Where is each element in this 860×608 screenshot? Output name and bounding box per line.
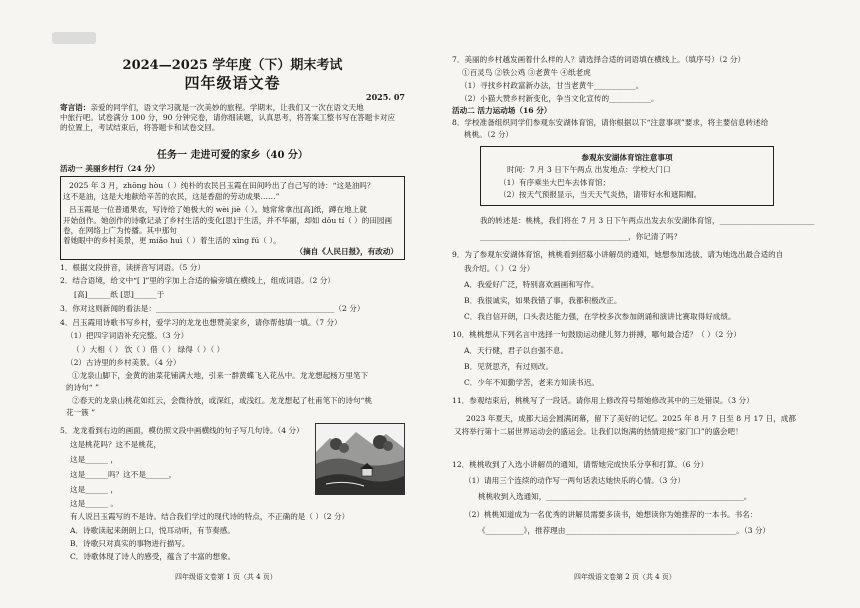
question-7-1[interactable]: （1）寻找乡村政富新办法，甘当老黄牛___________。: [460, 81, 644, 90]
question-4: 4．吕玉霞用诗歌书写乡村，爱学习的龙龙也想赞美家乡，请你帮他填一填。（7 分）: [60, 318, 342, 327]
task-1-heading: 任务一 走进可爱的家乡（40 分）: [157, 150, 308, 161]
question-3: 3．你对这则新闻的看法是：_______________________________________________（2 分）: [60, 304, 365, 313]
question-3-answer-line[interactable]: _______________________________________________: [155, 304, 335, 313]
activity-2-heading: 活动二 活力运动场（16 分）: [452, 106, 552, 115]
question-5-line-2[interactable]: 这是______ ，: [70, 455, 118, 464]
question-7-2[interactable]: （2）小猫大赞乡村新变化，争当文化宣传的___________。: [460, 94, 659, 103]
question-4-b: ②春天的龙泉山桃花如红云，会微待放，或深红，或浅红。龙龙想起了杜甫笔下的诗句“桃: [72, 396, 373, 405]
question-2-blanks[interactable]: [高]______纸 [思]______于: [74, 290, 165, 299]
question-10-option-a[interactable]: A．天行健，君子以自强不息。: [464, 346, 569, 355]
question-10: 10．桃桃想从下列名言中选择一句鼓励运动健儿努力拼搏，哪句最合适？（ ）（2 分）: [452, 330, 741, 339]
activity-1-heading: 活动一 美丽乡村行（24 分）: [60, 164, 160, 173]
notice-line-2: （1）有序乘坐大巴车去体育馆；: [499, 178, 611, 187]
question-6-option-c[interactable]: C．诗歌体现了诗人的感受，蕴含了丰富的想象。: [70, 552, 236, 561]
question-6-option-b[interactable]: B．诗歌只对真实的事物进行描写。: [70, 539, 190, 548]
question-11-line-2: 又将举行第十二届世界运动会的盛运会。让我们以饱满的热情迎接“家门口”的盛会吧！: [454, 427, 743, 436]
question-1: 1．根据文段拼音，读拼音写词语。（5 分）: [60, 263, 205, 272]
notice-title: 参观东安湖体育馆注意事项: [581, 153, 673, 162]
notice-line-3: （2）按天气预报显示，当天天气炎热，请带好水和遮阳帽。: [499, 190, 702, 199]
question-8-b: 桃桃。（2 分）: [464, 130, 514, 139]
exam-date: 2025. 07: [366, 92, 405, 102]
passage-line-3: 吕玉霞是一位普通果农，写诗给了她极大的 wèi jiè（ ）。她常常拿出[高]纸，蹲在地上就: [69, 205, 367, 214]
question-5-line-4[interactable]: 这是______ ，: [70, 485, 118, 494]
question-8-answer-2[interactable]: _______________________________________，你记清了吗？: [480, 232, 682, 241]
question-11-line-1: 2023 年夏天，成都大运会圆满闭幕，留下了美好的记忆。2025 年 8 月 7 日至 8 月 17 日，成都: [466, 414, 796, 423]
question-12-2: （2）桃桃知道成为一名优秀的讲解员需要多读书，她想读你为她推荐的一本书。书名：: [464, 510, 758, 519]
question-9: 9．为了参观东安湖体育馆，桃桃看到招募小讲解员的通知，她想参加选拔，请为她选出最合适的自: [452, 250, 784, 259]
question-7: 7．美丽的乡村越发画着什么样的人？请选择合适的词语填在横线上。（填序号）（2 分）: [452, 55, 746, 64]
left-page: [60, 0, 405, 608]
passage-line-2: 这不是油，这是大地献给辛苦的农民，这是香甜的劳动成果……”: [63, 192, 280, 201]
question-12-1: （1）请用三个连续的动作写一两句话表达她快乐的心情。（3 分）: [464, 476, 685, 485]
intro-line-3: 的位置上，考试结束后，将答题卡和试卷交回。: [60, 123, 220, 132]
question-8-answer-1[interactable]: 我的转述是：桃桃，我们将在 7 月 3 日下午两点出发去东安湖体育馆，_________________________: [480, 216, 815, 225]
question-5-line-5[interactable]: 这是______ 。: [70, 499, 118, 508]
village-landscape-image: [315, 423, 405, 495]
question-11: 11．参观结束后，桃桃写了一段话。请你用上修改符号帮她修改其中的三处错误。（3 分）: [452, 396, 754, 405]
question-8: 8．学校准备组织同学们参观东安湖体育馆，请你根据以下“注意事项”要求，将主要信息转述给: [452, 118, 769, 127]
page-2-footer: 四年级语文卷第 2 页（共 4 页）: [574, 573, 676, 581]
passage-line-5: 着她眼中的乡村美景，更 miǎo huì（ ）着生活的 xìng fú（ ）。: [63, 236, 281, 245]
page-1-footer: 四年级语文卷第 1 页（共 4 页）: [175, 573, 277, 581]
question-2: 2．结合语境，给文中“[ ]”里的字加上合适的偏旁填在横线上，组成词语。（2 分）: [60, 276, 335, 285]
landscape-illustration: [316, 424, 404, 494]
news-passage-box: [60, 176, 405, 260]
intro-label: 寄言语：: [60, 103, 91, 112]
intro-line-1: 寄言语：亲爱的同学们，语文学习就是一次美妙的旅程。学期末，让我们又一次在语文天地: [60, 103, 364, 112]
question-4-a: ①龙泉山脚下，金黄的油菜花铺满大地，引来一群黄蝶飞入花丛中。龙龙想起杨万里笔下: [72, 371, 369, 380]
question-9-option-c[interactable]: C．我自信开朗，口头表达能力强，在学校多次参加朗诵和演讲比赛取得好成绩。: [464, 312, 736, 321]
passage-line-4: 开始创作。她创作的诗歌记录了乡村生活的变化[思]于生活，并不华丽，却如 dǒu tí（ ）的田园画卷，在网络上广为传播。其中那句: [63, 216, 393, 235]
question-4-1: （1）把四字词语补充完整。（3 分）: [66, 331, 189, 340]
passage-source: （摘自《人民日报》，有改动）: [295, 247, 398, 256]
intro-line-2: 中旅行吧。试卷满分 100 分，90 分钟完卷，请你细读题，认真思考，将答案工整书写在答题卡对应: [60, 113, 396, 122]
exam-title: 2024—2025 学年度（下）期末考试: [122, 58, 343, 73]
question-4-b-blank[interactable]: 花一簇 ”: [66, 408, 96, 417]
question-4-a-blank[interactable]: 的诗句“ ”: [66, 383, 99, 392]
question-7-options: ①百灵鸟 ②铁公鸡 ③老黄牛 ④纸老虎: [462, 68, 591, 77]
question-10-option-c[interactable]: C．少年不知勤学苦，老来方知读书迟。: [464, 378, 599, 387]
question-12-2-answer[interactable]: 《__________》，推荐理由_____________________________________________。（3 分）: [478, 526, 771, 535]
question-5-line-1: 这是桃花吗？这不是桃花，: [70, 440, 162, 449]
question-9-option-a[interactable]: A．我爱好广泛，特别喜欢画画和写作。: [464, 280, 599, 289]
notice-line-1: 时间：7 月 3 日下午两点 出发地点：学校大门口: [507, 165, 671, 174]
question-11-paragraph: [452, 410, 808, 440]
notice-box: [480, 146, 774, 206]
passage-line-1: 2025 年 3 月，zhōng hòu（ ）纯朴的农民吕玉霞在田间吟出了自己写的诗：“这是油吗？: [69, 181, 375, 190]
question-4-2: （2）古诗里的乡村美景。（4 分）: [66, 358, 181, 367]
question-10-option-b[interactable]: B．见贤思齐，有过则改。: [464, 362, 554, 371]
question-12: 12．桃桃收到了入选小讲解员的通知，请帮她完成快乐分享和打算。（6 分）: [452, 460, 709, 469]
question-9-option-b[interactable]: B．我很诚实，如果我错了事，我都积极改正。: [464, 296, 622, 305]
question-5-line-3[interactable]: 这是______吗？这不是______，: [70, 470, 177, 479]
question-4-words[interactable]: （ ）大相（ ） 饮（ ）借（ ） 绿得（ ）（ ）: [72, 345, 225, 354]
question-5: 5．龙龙看到右边的画面，模仿照文段中画横线的句子写几句诗。（4 分）: [60, 426, 304, 435]
exam-subtitle: 四年级语文卷: [184, 74, 281, 92]
right-page: [452, 0, 815, 608]
question-9-b: 我介绍。（ ）（2 分）: [464, 264, 535, 273]
question-12-1-answer[interactable]: 桃桃收到入选通知，____________________________________________________。: [478, 492, 752, 501]
question-6: 有人说吕玉霞写的不是诗。结合我们学过的现代诗的特点，不正确的是（ ）（2 分）: [70, 512, 350, 521]
question-6-option-a[interactable]: A．诗歌读起来朗朗上口，悦耳动听，有节奏感。: [70, 526, 235, 535]
